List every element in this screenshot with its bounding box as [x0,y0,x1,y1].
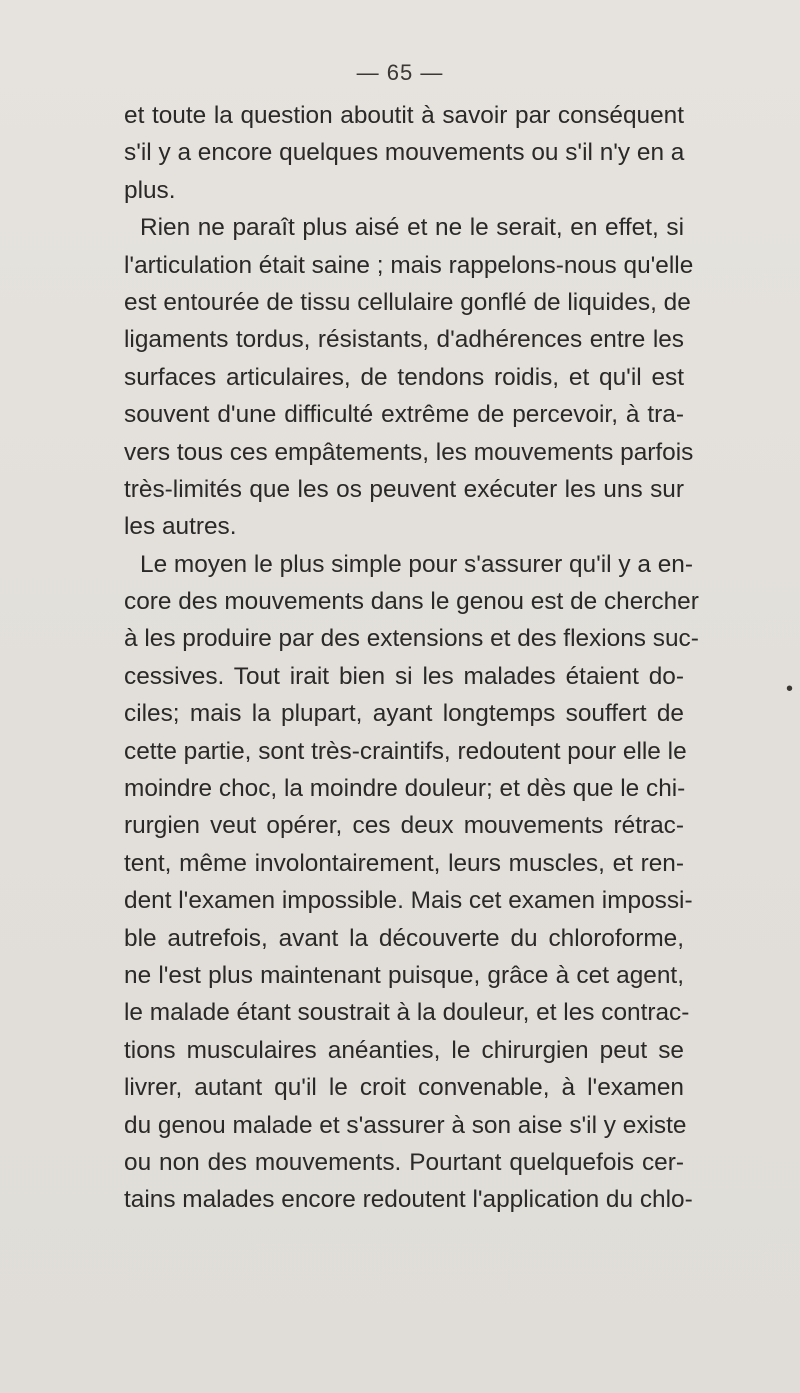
text-line: est entourée de tissu cellulaire gonflé de liquides, de [124,288,691,316]
paragraph-3 [124,546,699,1219]
margin-speck: • [786,678,794,700]
text-line: à les produire par des extensions et des flexions suc- [124,625,699,653]
text-line: Le moyen le plus simple pour s'assurer qu'il y a en- [140,550,693,578]
page-number: — 65 — [356,60,444,85]
text-line: core des mouvements dans le genou est de chercher [124,588,699,616]
text-line: ne l'est plus maintenant puisque, grâce à cet agent, [124,961,684,989]
text-line: les autres. [124,513,237,541]
text-line: rurgien veut opérer, ces deux mouvements rétrac- [124,812,684,840]
text-line: ligaments tordus, résistants, d'adhérences entre les [124,326,684,354]
text-line: souvent d'une difficulté extrême de percevoir, à tra- [124,401,684,429]
text-line: tains malades encore redoutent l'application du chlo- [124,1186,693,1214]
text-line: vers tous ces empâtements, les mouvements parfois [124,438,694,466]
paragraph-2 [124,209,694,546]
text-line: cette partie, sont très-craintifs, redoutent pour elle le [124,737,687,765]
text-line: livrer, autant qu'il le croit convenable, à l'examen [124,1074,684,1102]
text-line: le malade étant soustrait à la douleur, et les contrac- [124,999,690,1027]
text-line: dent l'examen impossible. Mais cet examen impossi- [124,887,693,915]
text-line: tent, même involontairement, leurs muscles, et ren- [124,849,684,877]
text-line: du genou malade et s'assurer à son aise s'il y existe [124,1111,687,1139]
text-line: surfaces articulaires, de tendons roidis, et qu'il est [124,363,684,391]
text-line: tions musculaires anéanties, le chirurgien peut se [124,1036,684,1064]
text-line: très-limités que les os peuvent exécuter les uns sur [124,475,684,503]
text-line: l'articulation était saine ; mais rappelons-nous qu'elle [124,251,694,279]
text-line: et toute la question aboutit à savoir par conséquent [124,102,684,129]
text-line: plus. [124,176,176,204]
text-line: cessives. Tout irait bien si les malades étaient do- [124,662,684,690]
text-line: ble autrefois, avant la découverte du chloroforme, [124,924,684,952]
paragraph-1 [124,97,684,209]
body-text [124,97,699,1219]
text-line: Rien ne paraît plus aisé et ne le serait, en effet, si [140,214,684,242]
text-line: ou non des mouvements. Pourtant quelquefois cer- [124,1148,684,1176]
text-line: moindre choc, la moindre douleur; et dès que le chi- [124,775,686,803]
text-line: s'il y a encore quelques mouvements ou s'il n'y en a [124,139,685,167]
text-line: ciles; mais la plupart, ayant longtemps souffert de [124,700,684,728]
